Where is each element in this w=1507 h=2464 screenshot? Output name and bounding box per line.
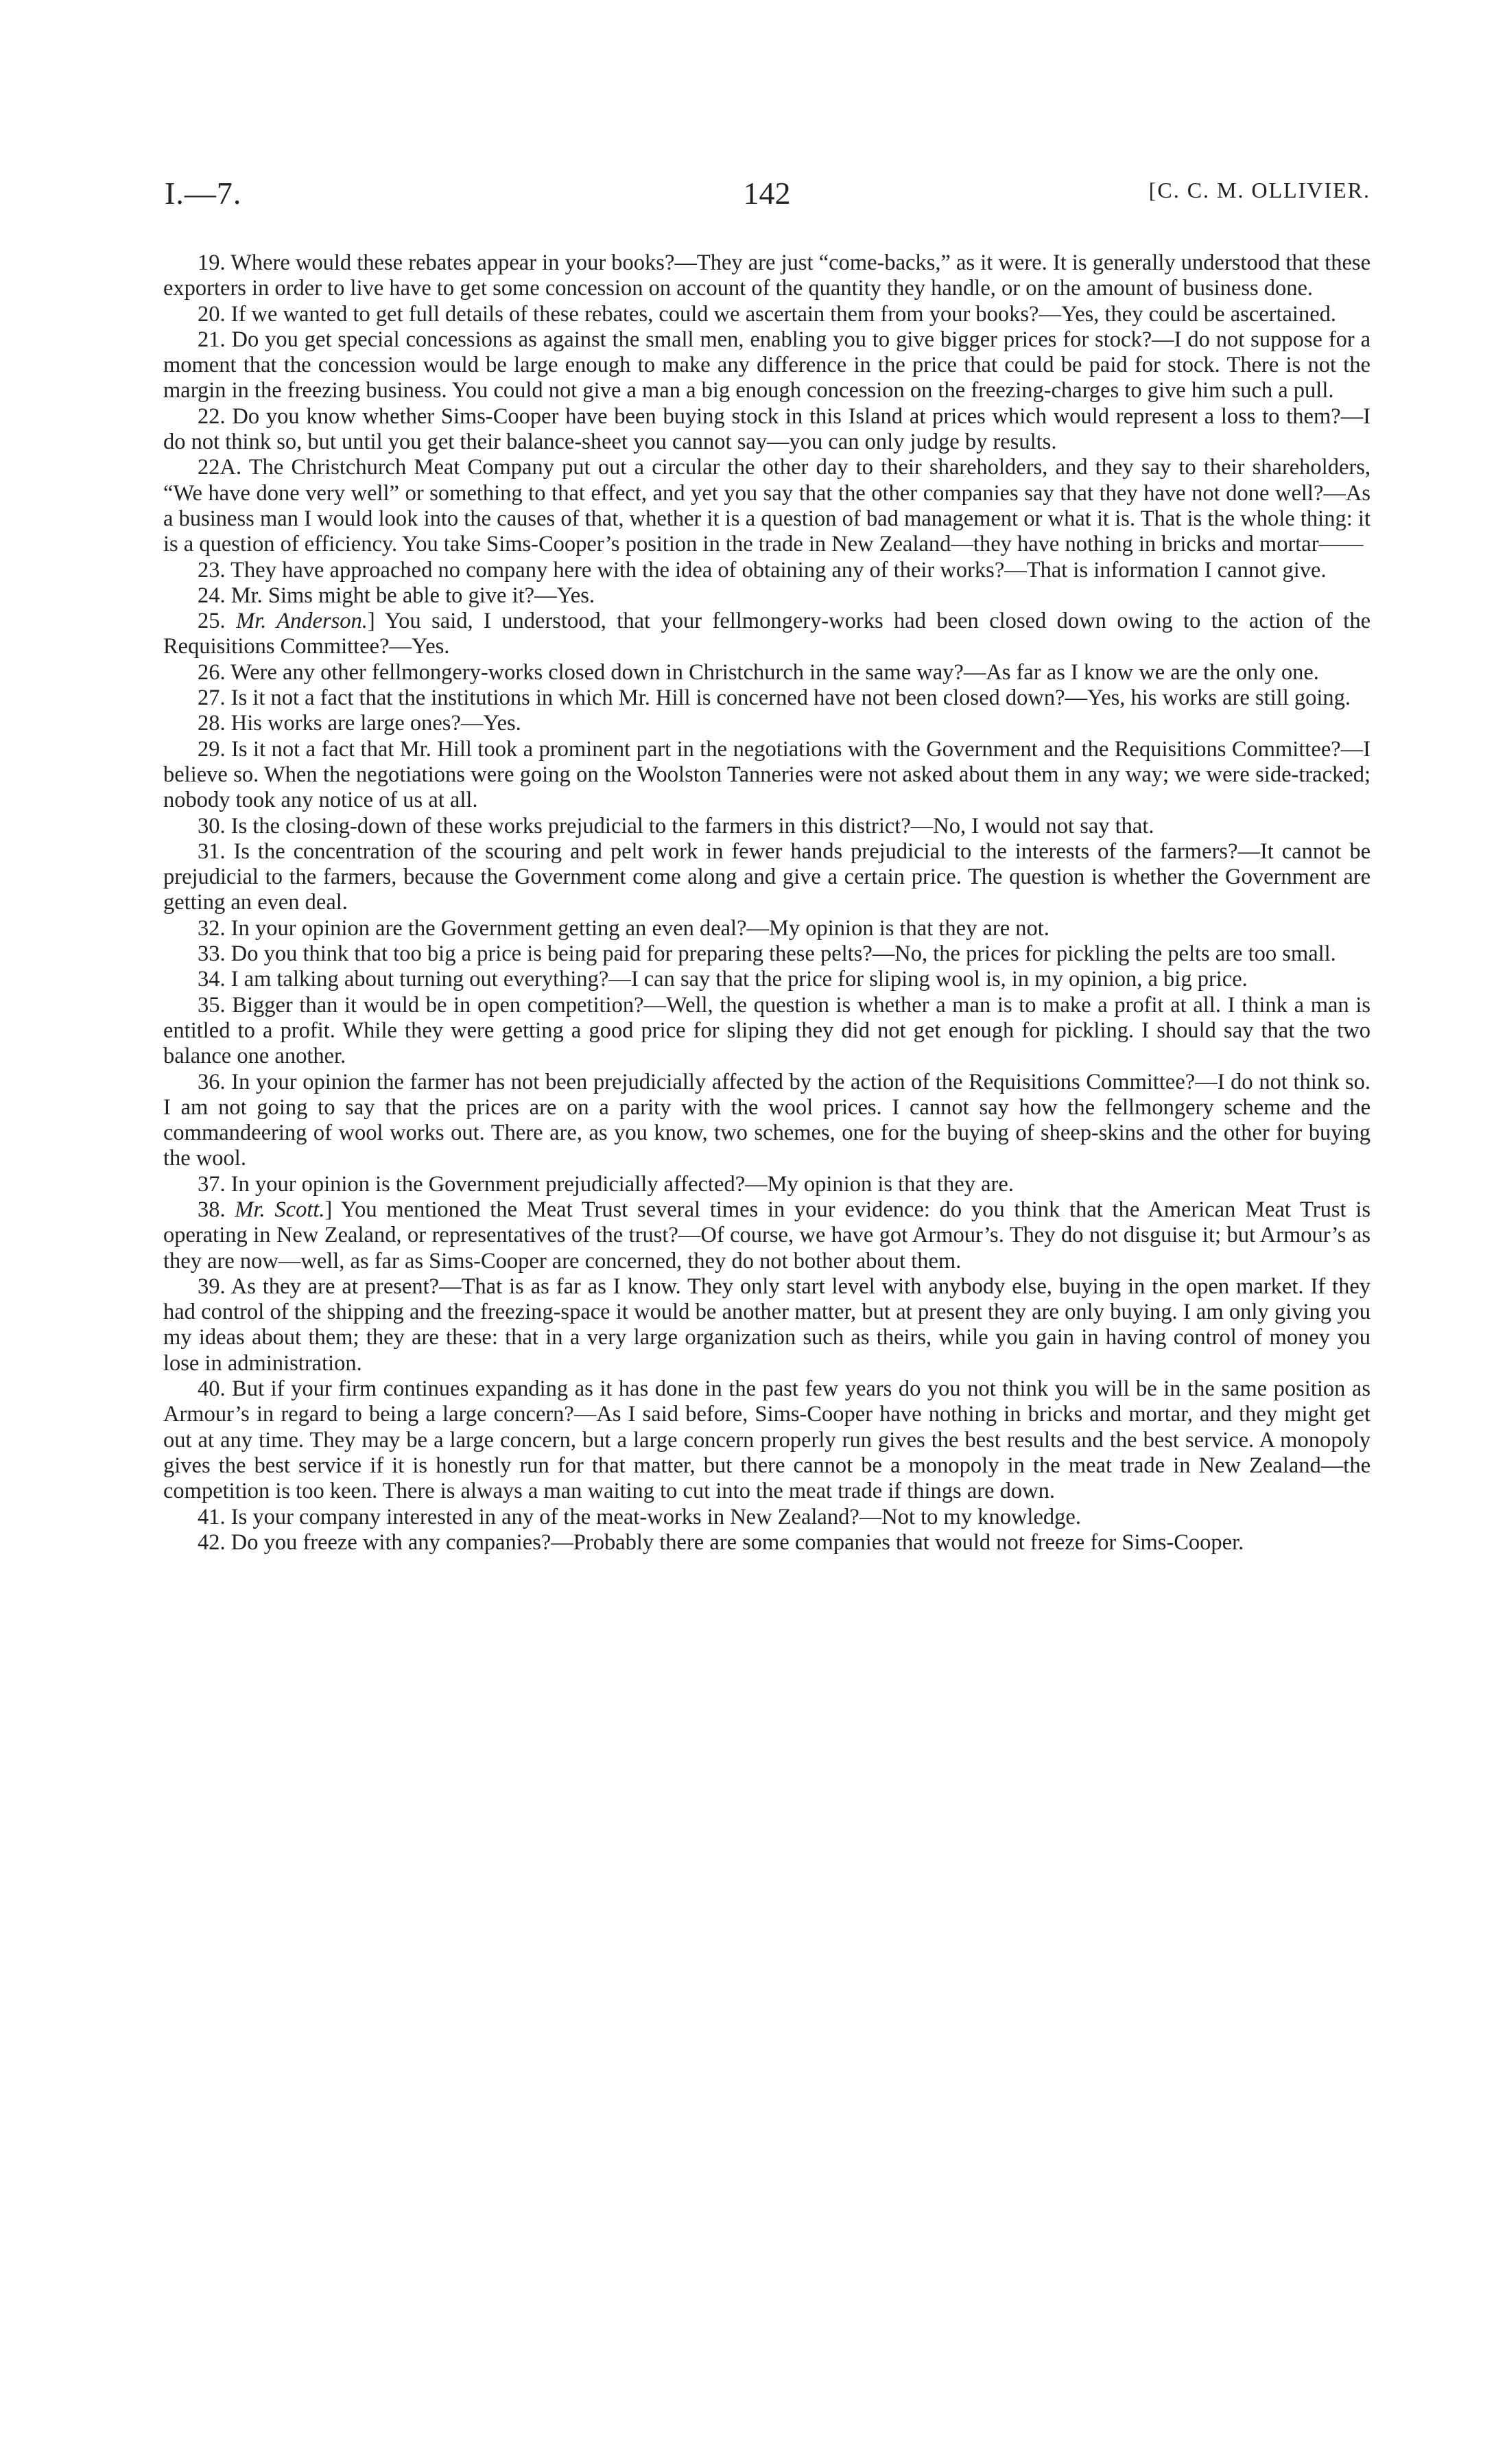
- question-number: 38.: [198, 1197, 226, 1222]
- question-paragraph: [163, 711, 1370, 736]
- question-text: In your opinion the farmer has not been prejudicially affected by the action of the Requisitions Committee?—I do not think so. I am not going to say that the prices are on a parity with the wool prices. I cannot say how the fellmongery scheme and the commandeering of wool works out. There are, as you know, two schemes, one for the buying of sheep-skins and the other for buying the wool.: [163, 1069, 1371, 1171]
- question-number: 24.: [198, 583, 226, 608]
- question-paragraph: [163, 1172, 1370, 1197]
- question-paragraph: [163, 1070, 1370, 1172]
- question-text: Where would these rebates appear in your books?—They are just “come-backs,” as it were. It is generally understood that these exporters in order to live have to get some concession on account of the quantity they handle, or on the amount of business done.: [163, 250, 1370, 301]
- question-paragraph: [163, 609, 1370, 660]
- question-paragraph: [163, 685, 1370, 711]
- question-number: 20.: [198, 301, 226, 327]
- question-paragraph: [163, 916, 1370, 941]
- question-number: 21.: [198, 327, 226, 352]
- question-text: Do you know whether Sims-Cooper have been buying stock in this Island at prices which would represent a loss to them?—I do not think so, but until you get their balance-sheet you cannot say—you can only judge by results.: [163, 403, 1370, 455]
- question-number: 34.: [198, 967, 226, 992]
- question-text: Do you get special concessions as against the small men, enabling you to give bigger prices for stock?—I do not suppose for a moment that the concession would be large enough to make any difference in the price that could be paid for stock. There is not the margin in the freezing business. You could not give a man a big enough concession on the freezing-charges to give him such a pull.: [163, 327, 1371, 403]
- question-text: If we wanted to get full details of these rebates, could we ascertain them from your books?—Yes, they could be ascertained.: [230, 301, 1337, 327]
- speaker-name: Mr. Scott.: [235, 1197, 325, 1222]
- question-text: Bigger than it would be in open competition?—Well, the question is whether a man is to make a profit at all. I think a man is entitled to a profit. While they were getting a good price for sliping they did not get enough for pickling. I should say that the two balance one another.: [163, 992, 1370, 1069]
- question-number: 22.: [198, 403, 226, 429]
- question-text: ] You said, I understood, that your fellmongery-works had been closed down owing to the action of the Requisitions Committee?—Yes.: [163, 609, 1371, 659]
- question-number: 32.: [198, 915, 226, 941]
- paper-reference: I.—7.: [165, 176, 242, 211]
- question-text: His works are large ones?—Yes.: [230, 711, 521, 736]
- question-text: As they are at present?—That is as far as I know. They only start level with anybody else, buying in the open market. If they had control of the shipping and the freezing-space it would be another matter, but at present they are only buying. I am only giving you my ideas about them; they are these: that in a very large organization such as theirs, while you gain in having control of money you lose in administration.: [163, 1274, 1370, 1376]
- speaker-name: Mr. Anderson.: [236, 609, 368, 634]
- question-paragraph: [163, 250, 1370, 302]
- question-text: In your opinion are the Government getting an even deal?—My opinion is that they are not.: [230, 915, 1049, 941]
- question-text: Is it not a fact that Mr. Hill took a prominent part in the negotiations with the Government and the Requisitions Committee?—I believe so. When the negotiations were going on the Woolston Tanneries were not asked about them in any way; we were side-tracked; nobody took any notice of us at all.: [163, 736, 1370, 813]
- page-number: 142: [743, 176, 791, 211]
- question-paragraph: [163, 967, 1370, 992]
- question-text: Is the concentration of the scouring and pelt work in fewer hands prejudicial to the interests of the farmers?—It cannot be prejudicial to the farmers, because the Government come along and give a certain price. The question is whether the Government are getting an even deal.: [163, 838, 1371, 915]
- question-text: Do you freeze with any companies?—Probably there are some companies that would not freeze for Sims-Cooper.: [230, 1529, 1244, 1555]
- question-number: 25.: [198, 609, 226, 634]
- question-number: 23.: [198, 557, 226, 583]
- question-paragraph: [163, 737, 1370, 814]
- question-paragraph: [163, 558, 1370, 583]
- question-paragraph: [163, 1530, 1370, 1556]
- question-text: Is it not a fact that the institutions in which Mr. Hill is concerned have not been closed down?—Yes, his works are still going.: [230, 685, 1351, 711]
- question-number: 33.: [198, 941, 226, 967]
- question-text: In your opinion is the Government prejudicially affected?—My opinion is that they are.: [230, 1171, 1014, 1197]
- question-paragraph: [163, 1197, 1370, 1274]
- page-header: [163, 175, 1370, 223]
- evidence-body: [163, 250, 1370, 1556]
- question-text: The Christchurch Meat Company put out a circular the other day to their shareholders, and they say to their shareholders, “We have done very well” or something to that effect, and yet you say that the other companies say that they have not done well?—As a business man I would look into the causes of that, whether it is a question of bad management or what it is. That is the whole thing: it is a question of efficiency. You take Sims-Cooper’s position in the trade in New Zealand—they have nothing in bricks and mortar——: [163, 455, 1370, 557]
- question-number: 30.: [198, 813, 226, 838]
- question-number: 42.: [198, 1529, 226, 1555]
- question-paragraph: [163, 583, 1370, 609]
- question-paragraph: [163, 941, 1370, 967]
- question-paragraph: [163, 404, 1370, 456]
- question-text: But if your firm continues expanding as it has done in the past few years do you not think you will be in the same position as Armour’s in regard to being a large concern?—As I said before, Sims-Cooper have nothing in bricks and mortar, and they might get out at any time. They may be a large concern, but a large concern properly run gives the best results and the best service. A monopoly gives the best service if it is honestly run for that matter, but there cannot be a monopoly in the meat trade in New Zealand—the competition is too keen. There is always a man waiting to cut into the meat trade if things are down.: [163, 1376, 1371, 1504]
- witness-name: [C. C. M. OLLIVIER.: [1148, 178, 1370, 202]
- question-number: 27.: [198, 685, 226, 711]
- question-paragraph: [163, 660, 1370, 685]
- question-number: 41.: [198, 1504, 226, 1529]
- question-number: 40.: [198, 1376, 226, 1402]
- question-paragraph: [163, 814, 1370, 839]
- question-number: 36.: [198, 1069, 226, 1094]
- question-paragraph: [163, 302, 1370, 327]
- question-text: They have approached no company here with the idea of obtaining any of their works?—That is information I cannot give.: [230, 557, 1327, 583]
- question-paragraph: [163, 455, 1370, 557]
- question-number: 35.: [198, 992, 226, 1018]
- question-number: 37.: [198, 1171, 226, 1197]
- question-text: Is your company interested in any of the meat-works in New Zealand?—Not to my knowledge.: [230, 1504, 1081, 1529]
- question-paragraph: [163, 1274, 1370, 1376]
- question-paragraph: [163, 1505, 1370, 1530]
- question-paragraph: [163, 993, 1370, 1070]
- question-number: 28.: [198, 711, 226, 736]
- question-text: Do you think that too big a price is being paid for preparing these pelts?—No, the prices for pickling the pelts are too small.: [230, 941, 1336, 967]
- question-paragraph: [163, 839, 1370, 916]
- question-text: Were any other fellmongery-works closed down in Christchurch in the same way?—As far as I know we are the only one.: [230, 659, 1319, 685]
- question-paragraph: [163, 1376, 1370, 1504]
- question-text: Is the closing-down of these works prejudicial to the farmers in this district?—No, I would not say that.: [230, 813, 1154, 838]
- question-number: 22A.: [198, 455, 242, 480]
- question-number: 26.: [198, 659, 226, 685]
- question-text: Mr. Sims might be able to give it?—Yes.: [230, 583, 595, 608]
- question-text: I am talking about turning out everything?—I can say that the price for sliping wool is, in my opinion, a big price.: [230, 967, 1248, 992]
- question-number: 39.: [198, 1274, 226, 1299]
- question-number: 31.: [198, 838, 226, 864]
- question-paragraph: [163, 327, 1370, 404]
- question-number: 19.: [198, 250, 226, 275]
- document-page: [163, 175, 1370, 1556]
- question-number: 29.: [198, 736, 226, 762]
- question-text: ] You mentioned the Meat Trust several times in your evidence: do you think that the American Meat Trust is operating in New Zealand, or representatives of the trust?—Of course, we have got Armour’s. They do not disguise it; but Armour’s as they are now—well, as far as Sims-Cooper are concerned, they do not bother about them.: [163, 1197, 1370, 1274]
